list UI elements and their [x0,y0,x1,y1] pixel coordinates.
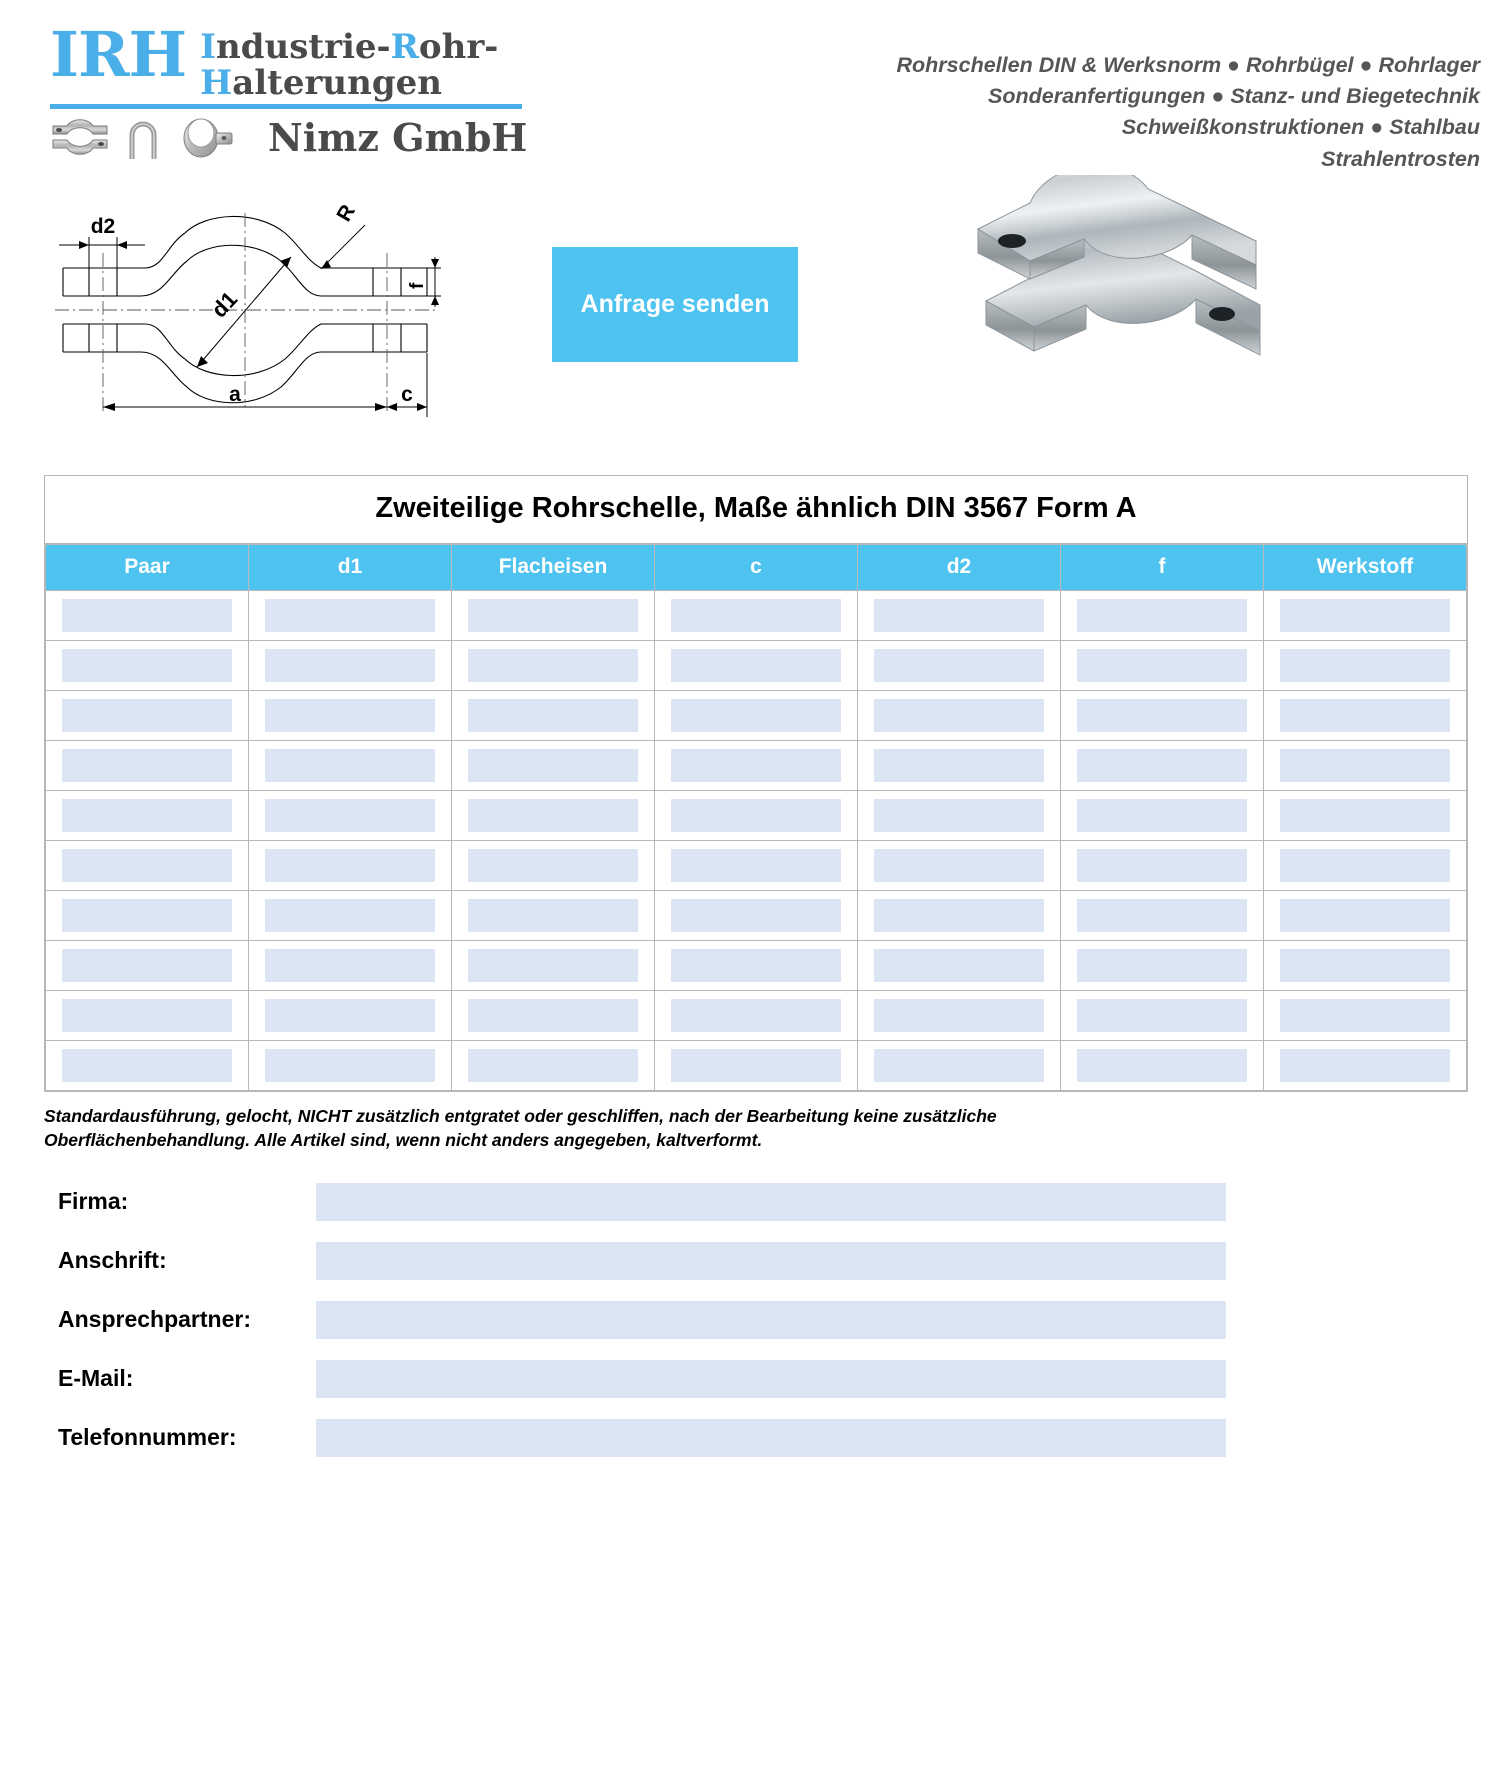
spec-cell-input[interactable] [1077,999,1247,1032]
spec-table-cell [249,791,452,841]
spec-column-header: Paar [46,545,249,591]
spec-cell-input[interactable] [468,699,638,732]
spec-table-cell [452,1041,655,1091]
contact-field-label: E-Mail: [58,1365,134,1392]
contact-field-input[interactable] [316,1301,1226,1339]
company-name-ohr: ohr- [418,27,499,67]
spec-cell-input[interactable] [62,999,232,1032]
spec-cell-input[interactable] [874,599,1044,632]
spec-cell-input[interactable] [1077,799,1247,832]
illustration-row [0,175,1512,475]
spec-cell-input[interactable] [1077,899,1247,932]
spec-table-cell [46,591,249,641]
spec-cell-input[interactable] [62,799,232,832]
spec-table-cell [858,1041,1061,1091]
spec-table-cell [655,591,858,641]
spec-column-header: Flacheisen [452,545,655,591]
drawing-label-d1: d1 [206,286,243,323]
spec-table-cell [249,741,452,791]
send-inquiry-button[interactable]: Anfrage senden [552,247,798,362]
drawing-label-a: a [229,383,241,406]
spec-cell-input[interactable] [1280,599,1450,632]
contact-field-label: Telefonnummer: [58,1424,237,1451]
spec-table-cell [858,791,1061,841]
spec-table-cell [858,741,1061,791]
spec-cell-input[interactable] [671,749,841,782]
spec-table-cell [655,691,858,741]
page-header [0,0,1512,175]
spec-cell-input[interactable] [1077,949,1247,982]
spec-table-row [46,1041,1467,1091]
spec-cell-input[interactable] [874,699,1044,732]
spec-column-header: c [655,545,858,591]
spec-table-cell [452,641,655,691]
spec-table-row [46,691,1467,741]
spec-cell-input[interactable] [468,799,638,832]
spec-column-header: Werkstoff [1264,545,1467,591]
drawing-label-R: R [332,200,360,226]
pipe-ring-icon [176,117,238,159]
company-name-words [200,26,498,101]
spec-table-row [46,591,1467,641]
spec-table-cell [858,591,1061,641]
spec-cell-input[interactable] [671,899,841,932]
spec-table-cell [1061,691,1264,741]
contact-form-row [44,1418,1468,1457]
tagline-line-3: Schweißkonstruktionen ● Stahlbau [1121,115,1480,140]
spec-cell-input[interactable] [874,899,1044,932]
spec-cell-input[interactable] [671,949,841,982]
company-name-alterungen: alterungen [232,62,442,103]
spec-table-cell [1264,991,1467,1041]
spec-cell-input[interactable] [874,1049,1044,1082]
spec-cell-input[interactable] [874,649,1044,682]
contact-form [44,1182,1468,1457]
company-name-h: H [200,62,233,103]
spec-table-cell [655,841,858,891]
spec-cell-input[interactable] [62,649,232,682]
spec-table-cell [1264,1041,1467,1091]
spec-table-cell [1061,941,1264,991]
contact-form-row [44,1359,1468,1398]
spec-cell-input[interactable] [1280,899,1450,932]
contact-field-label: Anschrift: [58,1247,167,1274]
contact-field-input[interactable] [316,1242,1226,1280]
spec-table-cell [46,741,249,791]
spec-table-header-row [46,545,1467,591]
spec-cell-input[interactable] [874,849,1044,882]
contact-form-row [44,1241,1468,1280]
spec-table-cell [46,841,249,891]
spec-table-cell [1264,841,1467,891]
company-legal-name: Nimz GmbH [268,115,528,161]
spec-cell-input[interactable] [265,649,435,682]
spec-column-header: f [1061,545,1264,591]
spec-table-row [46,641,1467,691]
spec-table-cell [46,891,249,941]
spec-table-cell [655,991,858,1041]
spec-table-row [46,941,1467,991]
spec-table-cell [1061,1041,1264,1091]
spec-table-cell [1061,741,1264,791]
spec-table-cell [1061,991,1264,1041]
spec-table-cell [1264,641,1467,691]
irh-logo-mark: IRH [50,18,187,91]
tagline-line-4: Strahlentrosten [1321,146,1480,171]
spec-cell-input[interactable] [671,1049,841,1082]
spec-cell-input[interactable] [1280,1049,1450,1082]
contact-field-input[interactable] [316,1419,1226,1457]
spec-table-cell [249,991,452,1041]
spec-table-cell [249,641,452,691]
spec-cell-input[interactable] [1280,799,1450,832]
spec-table-cell [858,891,1061,941]
contact-field-label: Firma: [58,1188,129,1215]
product-icon-group [50,117,238,159]
spec-table-cell [655,891,858,941]
spec-table-row [46,791,1467,841]
spec-cell-input[interactable] [1280,849,1450,882]
contact-form-row [44,1300,1468,1339]
drawing-label-c: c [401,383,413,406]
spec-cell-input[interactable] [1077,1049,1247,1082]
spec-cell-input[interactable] [265,599,435,632]
spec-table-cell [452,741,655,791]
spec-cell-input[interactable] [265,899,435,932]
spec-cell-input[interactable] [265,849,435,882]
spec-table-cell [1264,941,1467,991]
spec-table-cell [1061,591,1264,641]
spec-table-cell [452,891,655,941]
spec-table-cell [452,791,655,841]
spec-cell-input[interactable] [874,949,1044,982]
u-bolt-icon [126,117,160,159]
spec-table-row [46,991,1467,1041]
spec-cell-input[interactable] [265,999,435,1032]
spec-table-cell [249,1041,452,1091]
spec-table-cell [1264,691,1467,741]
spec-table-body [46,591,1467,1091]
spec-cell-input[interactable] [1077,749,1247,782]
spec-table-cell [1264,891,1467,941]
contact-field-label: Ansprechpartner: [58,1306,251,1333]
spec-table-cell [452,991,655,1041]
spec-cell-input[interactable] [265,799,435,832]
spec-cell-input[interactable] [1280,749,1450,782]
spec-table-cell [1061,841,1264,891]
spec-cell-input[interactable] [62,849,232,882]
tagline-line-1: Rohrschellen DIN & Werksnorm ● Rohrbügel ● Rohrlager [896,53,1480,77]
spec-table-cell [249,941,452,991]
spec-table-cell [1061,791,1264,841]
spec-table-cell [1061,641,1264,691]
spec-cell-input[interactable] [62,749,232,782]
product-3d-image [960,175,1290,385]
spec-cell-input[interactable] [671,599,841,632]
spec-table-row [46,891,1467,941]
spec-cell-input[interactable] [62,899,232,932]
spec-cell-input[interactable] [1280,649,1450,682]
spec-table-cell [452,691,655,741]
spec-table-cell [1264,741,1467,791]
spec-cell-input[interactable] [671,849,841,882]
spec-cell-input[interactable] [671,649,841,682]
spec-table-cell [46,1041,249,1091]
spec-cell-input[interactable] [62,699,232,732]
contact-field-input[interactable] [316,1360,1226,1398]
company-name-r: R [390,27,419,67]
spec-table-head [46,545,1467,591]
drawing-label-d2: d2 [90,215,116,238]
spec-cell-input[interactable] [1077,599,1247,632]
spec-cell-input[interactable] [1077,849,1247,882]
standard-execution-note: Standardausführung, gelocht, NICHT zusätzlich entgratet oder geschliffen, nach der Bearbeitung keine zusätzliche Oberflächenbehandlung. Alle Artikel sind, wenn nicht anders angegeben, kaltverformt. [44,1106,997,1150]
spec-cell-input[interactable] [468,949,638,982]
spec-table-row [46,741,1467,791]
spec-table-row [46,841,1467,891]
company-name-i: I [200,27,217,67]
spec-table-cell [858,991,1061,1041]
spec-table-cell [46,991,249,1041]
header-tagline [780,26,1480,175]
spec-cell-input[interactable] [468,999,638,1032]
spec-cell-input[interactable] [671,799,841,832]
spec-table-cell [655,941,858,991]
contact-form-row [44,1182,1468,1221]
spec-cell-input[interactable] [671,999,841,1032]
spec-table-cell [249,841,452,891]
spec-table-cell [655,1041,858,1091]
spec-cell-input[interactable] [468,599,638,632]
spec-cell-input[interactable] [265,1049,435,1082]
logo-divider-rule [50,104,522,109]
tagline-line-2: Sonderanfertigungen ● Stanz- und Biegetechnik [988,84,1480,109]
spec-table-cell [249,691,452,741]
spec-cell-input[interactable] [1280,999,1450,1032]
pipe-clamp-icon [50,118,110,158]
spec-cell-input[interactable] [1077,649,1247,682]
spec-table-cell [46,791,249,841]
spec-table-cell [1061,891,1264,941]
spec-table-cell [1264,791,1467,841]
spec-cell-input[interactable] [671,699,841,732]
spec-table-cell [655,641,858,691]
spec-cell-input[interactable] [874,749,1044,782]
spec-cell-input[interactable] [468,649,638,682]
spec-table-cell [858,641,1061,691]
spec-table-cell [858,941,1061,991]
spec-column-header: d1 [249,545,452,591]
spec-cell-input[interactable] [468,1049,638,1082]
spec-cell-input[interactable] [468,849,638,882]
spec-cell-input[interactable] [1280,949,1450,982]
spec-table-cell [655,741,858,791]
spec-table-cell [655,791,858,841]
spec-cell-input[interactable] [62,599,232,632]
spec-cell-input[interactable] [874,999,1044,1032]
spec-table-cell [1264,591,1467,641]
spec-cell-input[interactable] [265,699,435,732]
spec-table-cell [452,591,655,641]
contact-field-input[interactable] [316,1183,1226,1221]
spec-table-cell [452,941,655,991]
spec-cell-input[interactable] [265,749,435,782]
spec-table [45,544,1467,1091]
spec-table-title: Zweiteilige Rohrschelle, Maße ähnlich DIN 3567 Form A [45,476,1467,544]
spec-table-cell [46,641,249,691]
spec-cell-input[interactable] [62,1049,232,1082]
spec-cell-input[interactable] [1077,699,1247,732]
spec-table-cell [46,691,249,741]
company-name-ndustrie: ndustrie- [216,27,391,67]
spec-column-header: d2 [858,545,1061,591]
spec-cell-input[interactable] [62,949,232,982]
technical-drawing [45,185,445,435]
spec-cell-input[interactable] [468,749,638,782]
spec-table-cell [858,841,1061,891]
spec-table-container [44,475,1468,1092]
spec-cell-input[interactable] [874,799,1044,832]
spec-cell-input[interactable] [468,899,638,932]
drawing-label-f: f [407,282,428,289]
company-logo [50,18,570,161]
spec-table-cell [249,591,452,641]
spec-table-cell [858,691,1061,741]
spec-table-cell [249,891,452,941]
spec-cell-input[interactable] [265,949,435,982]
spec-table-cell [452,841,655,891]
spec-cell-input[interactable] [1280,699,1450,732]
spec-table-cell [46,941,249,991]
